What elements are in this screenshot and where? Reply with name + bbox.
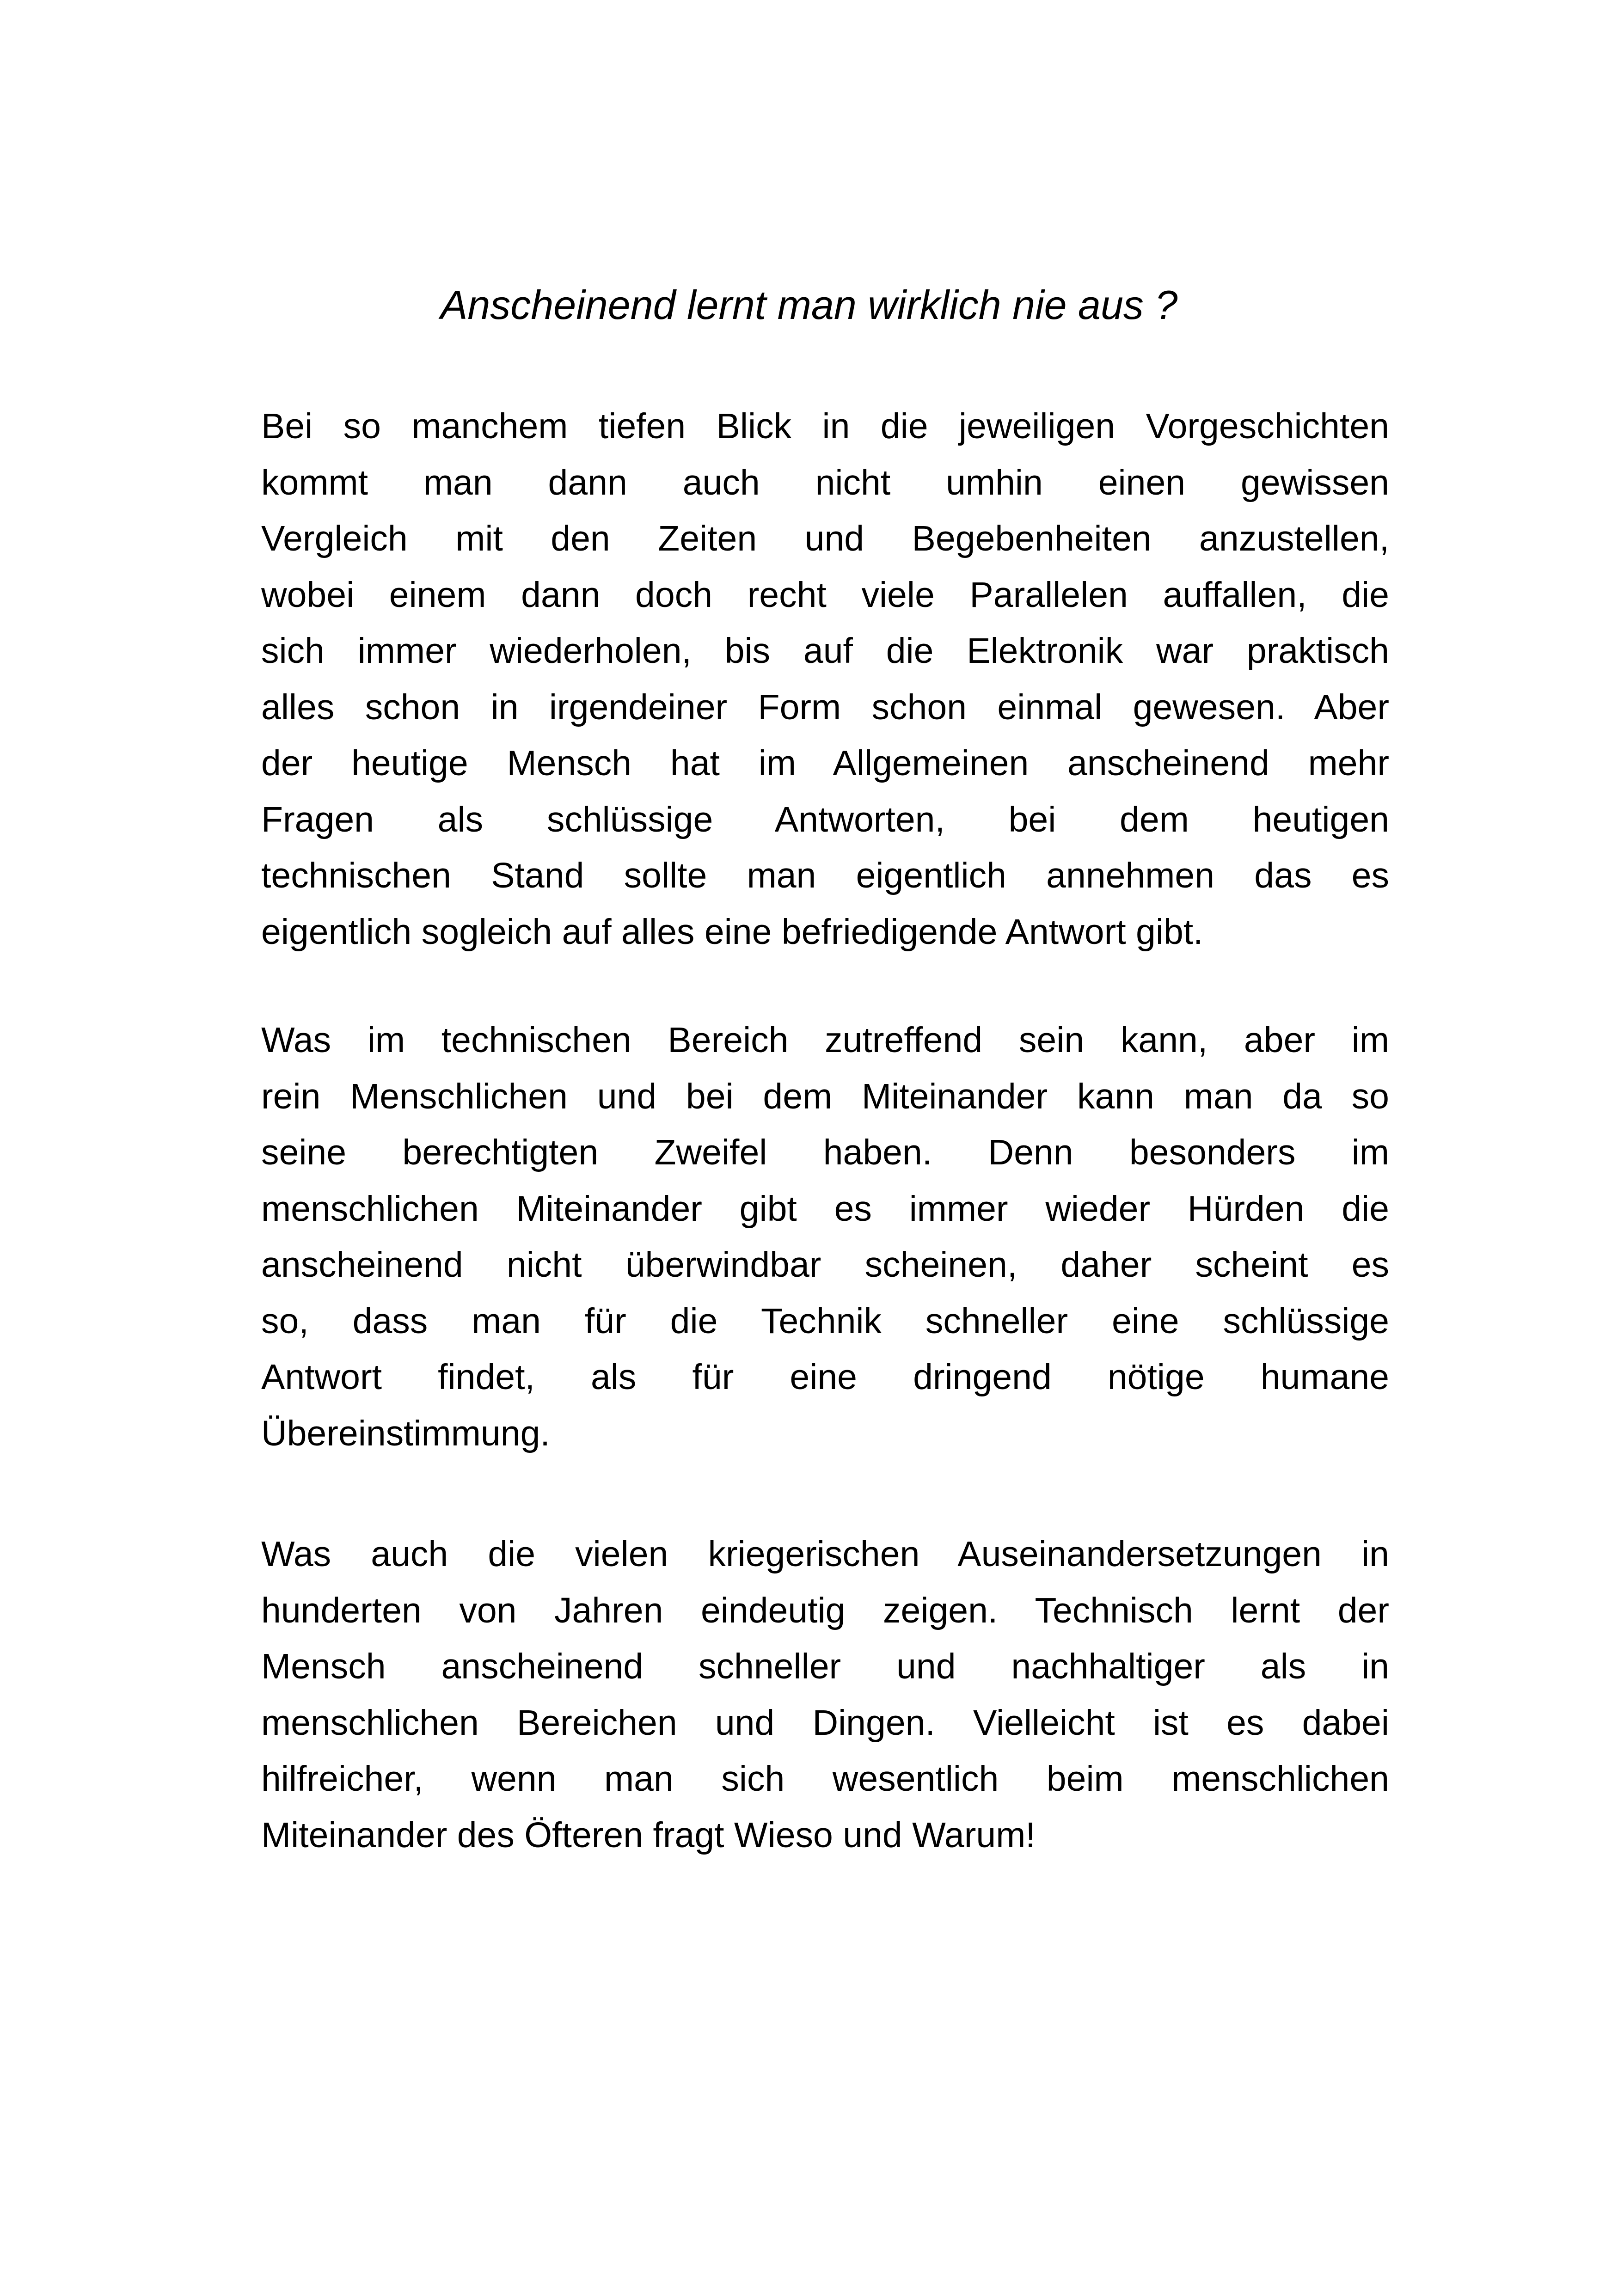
paragraph-line: Antwort findet, als für eine dringend nötige humane [261, 1357, 1389, 1397]
paragraph-line: menschlichen Bereichen und Dingen. Vielleicht ist es dabei [261, 1702, 1389, 1743]
paragraph-line: alles schon in irgendeiner Form schon einmal gewesen. Aber [261, 687, 1389, 727]
document-title: Anscheinend lernt man wirklich nie aus ? [440, 282, 1178, 328]
paragraph-line: Fragen als schlüssige Antworten, bei dem heutigen [261, 799, 1389, 839]
paragraph-1 [261, 398, 1389, 960]
paragraph-line: Was im technischen Bereich zutreffend sein kann, aber im [261, 1020, 1389, 1060]
paragraph-line: seine berechtigten Zweifel haben. Denn besonders im [261, 1133, 1389, 1172]
paragraph-line: hilfreicher, wenn man sich wesentlich beim menschlichen [261, 1759, 1389, 1799]
paragraph-line: Was auch die vielen kriegerischen Auseinandersetzungen in [261, 1534, 1389, 1574]
paragraph-line: menschlichen Miteinander gibt es immer wieder Hürden die [261, 1188, 1389, 1229]
paragraph-line: Miteinander des Öfteren fragt Wieso und Warum! [261, 1815, 1036, 1855]
paragraph-line: so, dass man für die Technik schneller eine schlüssige [261, 1301, 1389, 1341]
paragraph-line: Übereinstimmung. [261, 1413, 550, 1453]
paragraph-line: rein Menschlichen und bei dem Miteinander kann man da so [261, 1076, 1389, 1116]
paragraph-line: sich immer wiederholen, bis auf die Elektronik war praktisch [261, 631, 1389, 671]
paragraph-line: Mensch anscheinend schneller und nachhaltiger als in [261, 1647, 1389, 1686]
paragraph-line: der heutige Mensch hat im Allgemeinen anscheinend mehr [261, 743, 1389, 783]
paragraph-line: wobei einem dann doch recht viele Parallelen auffallen, die [261, 575, 1389, 615]
paragraph-line: kommt man dann auch nicht umhin einen gewissen [261, 462, 1389, 502]
paragraph-line: Bei so manchem tiefen Blick in die jeweiligen Vorgeschichten [261, 406, 1389, 446]
paragraph-2 [261, 1012, 1389, 1462]
paragraph-line: technischen Stand sollte man eigentlich annehmen das es [261, 856, 1389, 895]
paragraph-line: eigentlich sogleich auf alles eine befriedigende Antwort gibt. [261, 912, 1203, 952]
paragraph-line: hunderten von Jahren eindeutig zeigen. Technisch lernt der [261, 1590, 1389, 1630]
paragraph-3 [261, 1526, 1389, 1863]
paragraph-line: Vergleich mit den Zeiten und Begebenheiten anzustellen, [261, 519, 1389, 558]
paragraph-line: anscheinend nicht überwindbar scheinen, daher scheint es [261, 1245, 1389, 1285]
